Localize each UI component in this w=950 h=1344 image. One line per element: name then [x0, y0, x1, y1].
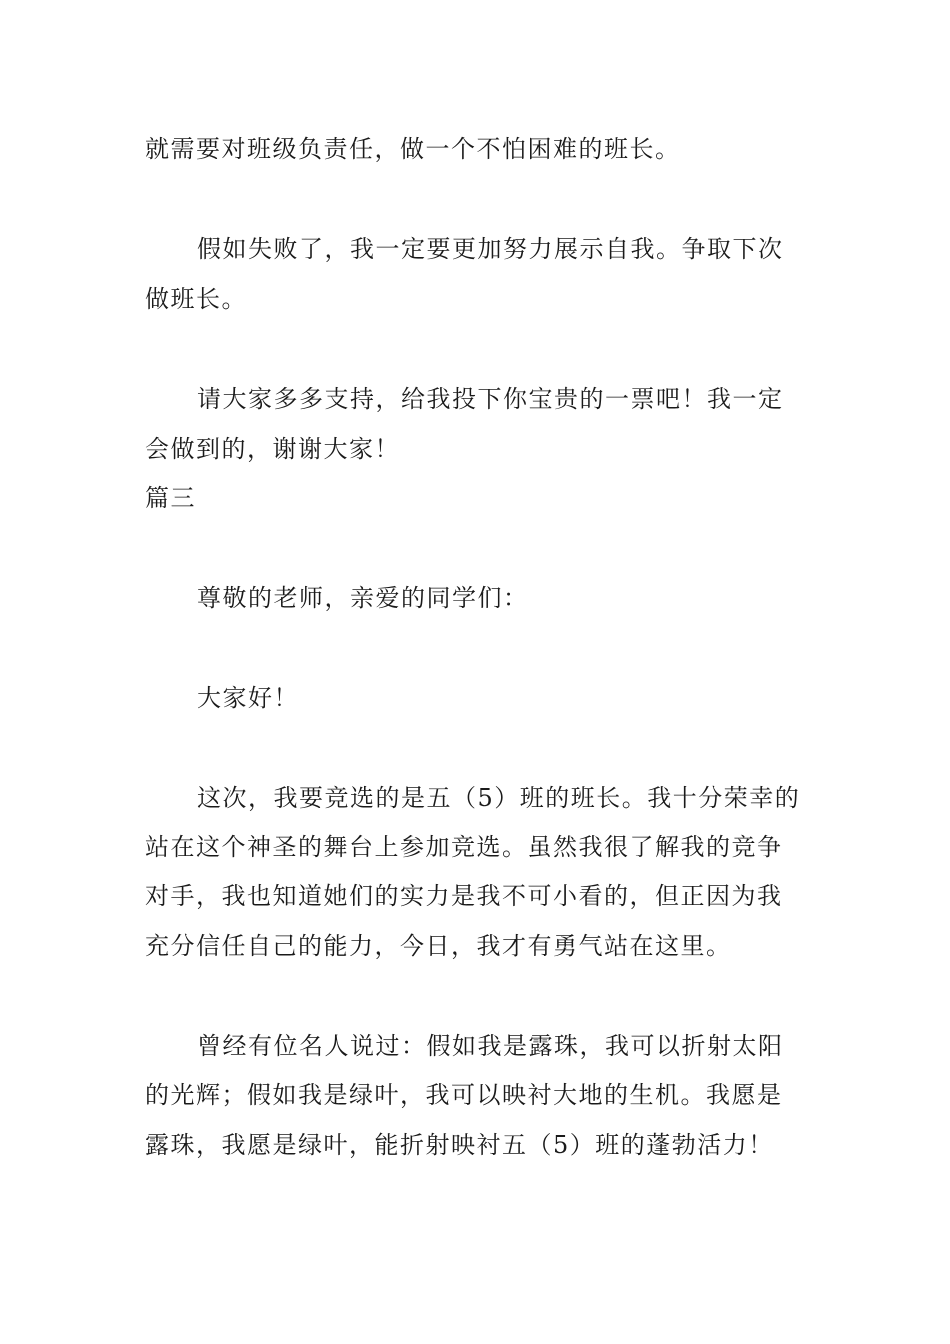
paragraph-4-line-1: 尊敬的老师，亲爱的同学们：: [197, 584, 529, 612]
paragraph-3-line-1: 请大家多多支持，给我投下你宝贵的一票吧！我一定: [197, 385, 784, 413]
paragraph-1-line-1: 就需要对班级负责任，做一个不怕困难的班长。: [145, 135, 681, 163]
paragraph-5-line-1: 大家好！: [197, 684, 299, 712]
paragraph-6-line-4: 充分信任自己的能力，今日，我才有勇气站在这里。: [145, 932, 732, 960]
paragraph-6-line-3: 对手，我也知道她们的实力是我不可小看的，但正因为我: [145, 882, 783, 910]
paragraph-2-line-1: 假如失败了，我一定要更加努力展示自我。争取下次: [197, 235, 784, 263]
section-heading: 篇三: [145, 484, 196, 512]
paragraph-2-line-2: 做班长。: [145, 285, 247, 313]
paragraph-3-line-2: 会做到的，谢谢大家！: [145, 435, 400, 463]
paragraph-6-line-2: 站在这个神圣的舞台上参加竞选。虽然我很了解我的竞争: [145, 833, 783, 861]
paragraph-7-line-2: 的光辉；假如我是绿叶，我可以映衬大地的生机。我愿是: [145, 1081, 783, 1109]
paragraph-7-line-1: 曾经有位名人说过：假如我是露珠，我可以折射太阳: [197, 1032, 784, 1060]
paragraph-6-line-1: 这次，我要竞选的是五（5）班的班长。我十分荣幸的: [197, 784, 801, 812]
paragraph-7-line-3: 露珠，我愿是绿叶，能折射映衬五（5）班的蓬勃活力！: [145, 1131, 774, 1159]
